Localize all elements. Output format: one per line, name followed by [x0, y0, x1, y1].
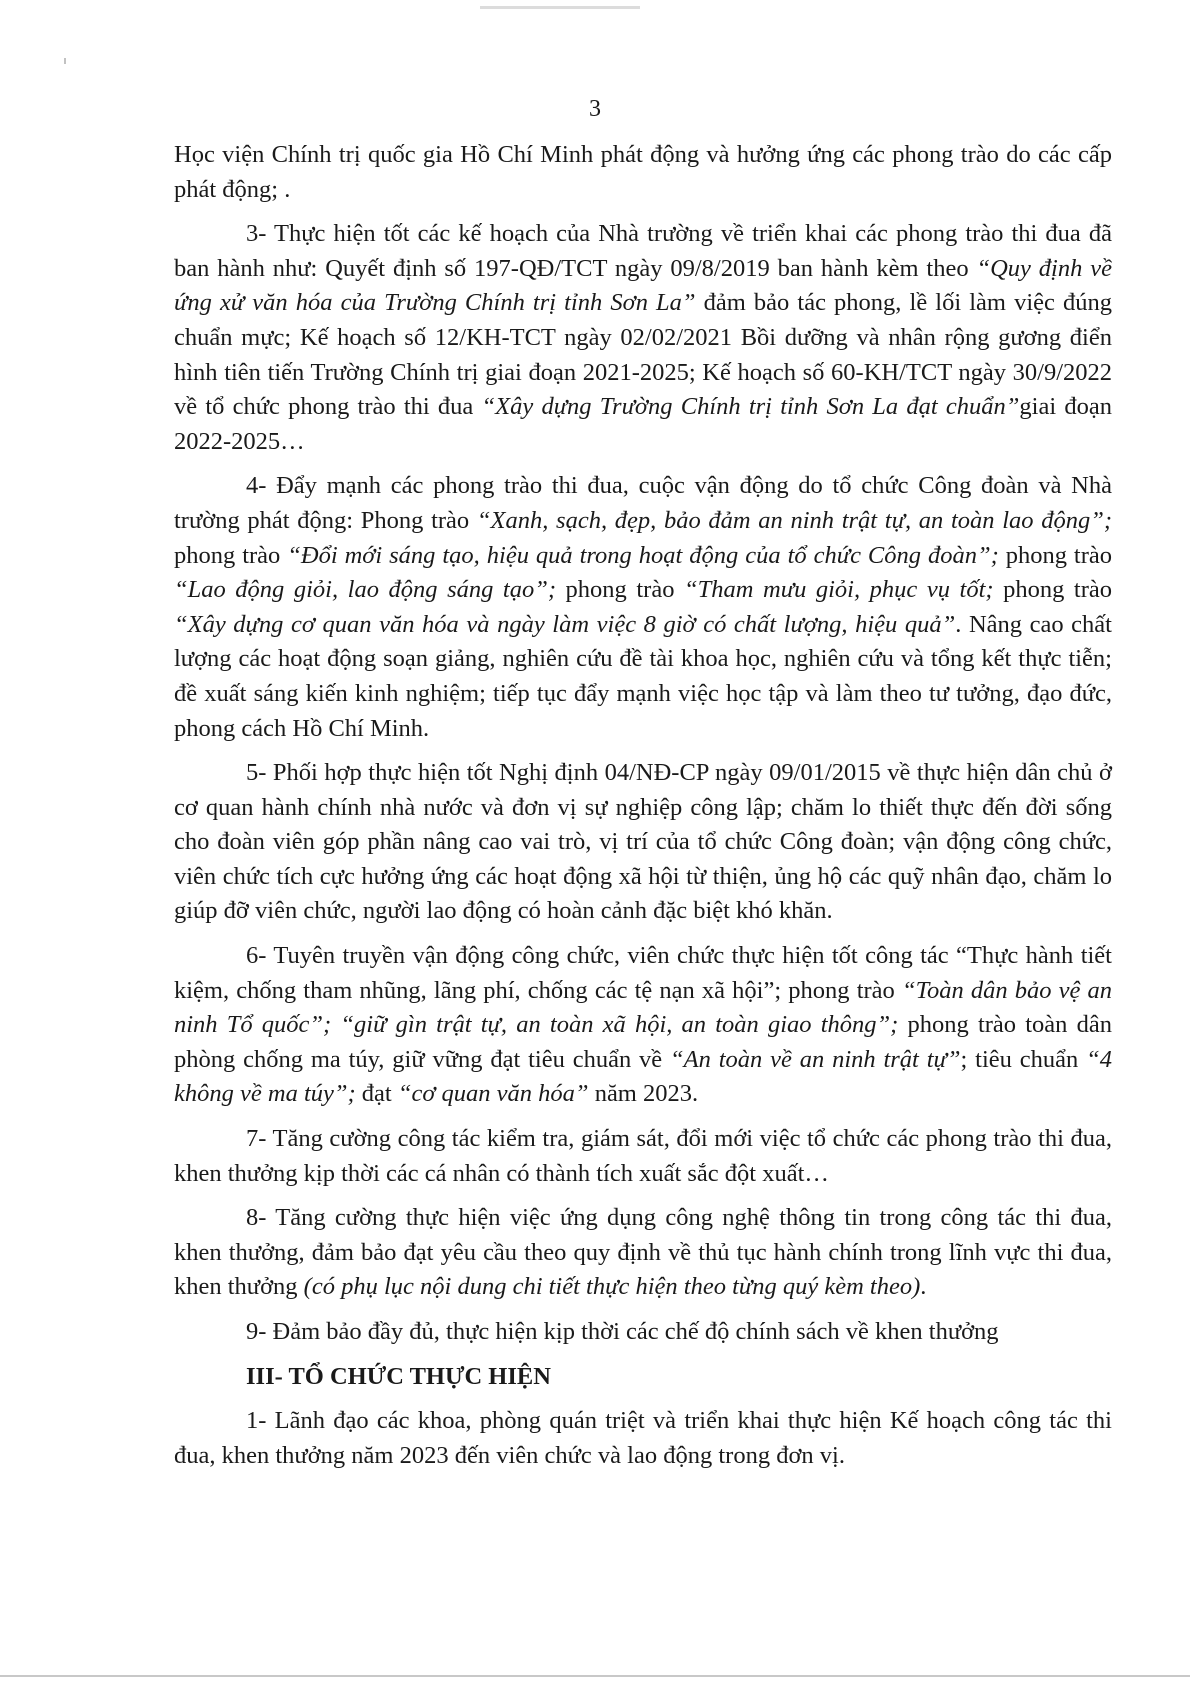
- scan-mark-left: [64, 58, 66, 64]
- paragraph-section-3-item-1: 1- Lãnh đạo các khoa, phòng quán triệt và triển khai thực hiện Kế hoạch công tác thi đua, khen thưởng năm 2023 đến viên chức và lao động trong đơn vị.: [174, 1407, 1112, 1469]
- paragraph-item-8: 8- Tăng cường thực hiện việc ứng dụng công nghệ thông tin trong công tác thi đua, khen thưởng, đảm bảo đạt yêu cầu theo quy định về thủ tục hành chính trong lĩnh vực thi đua, khen thưởng (có phụ lục nội dung chi tiết thực hiện theo từng quý kèm theo).: [174, 1204, 1112, 1301]
- paragraph-item-3: 3- Thực hiện tốt các kế hoạch của Nhà trường về triển khai các phong trào thi đua đã ban hành như: Quyết định số 197-QĐ/TCT ngày 09/8/2019 ban hành kèm theo “Quy định về ứng xử văn hóa của Trường Chính trị tỉnh Sơn La” đảm bảo tác phong, lề lối làm việc đúng chuẩn mực; Kế hoạch số 12/KH-TCT ngày 02/02/2021 Bồi dưỡng và nhân rộng gương điển hình tiên tiến Trường Chính trị giai đoạn 2021-2025; Kế hoạch số 60-KH/TCT ngày 30/9/2022 về tổ chức phong trào thi đua “Xây dựng Trường Chính trị tỉnh Sơn La đạt chuẩn”giai đoạn 2022-2025…: [174, 220, 1112, 455]
- page-number: 3: [589, 96, 601, 122]
- paragraph-item-5: 5- Phối hợp thực hiện tốt Nghị định 04/NĐ-CP ngày 09/01/2015 về thực hiện dân chủ ở cơ quan hành chính nhà nước và đơn vị sự nghiệp công lập; chăm lo thiết thực đến đời sống cho đoàn viên góp phần nâng cao vai trò, vị trí của tổ chức Công đoàn; vận động công chức, viên chức tích cực hưởng ứng các hoạt động xã hội từ thiện, ủng hộ các quỹ nhân đạo, chăm lo giúp đỡ viên chức, người lao động có hoàn cảnh đặc biệt khó khăn.: [174, 759, 1112, 925]
- paragraph-item-9: 9- Đảm bảo đầy đủ, thực hiện kịp thời các chế độ chính sách về khen thưởng: [246, 1318, 999, 1345]
- scan-mark-top: [480, 6, 640, 9]
- paragraph-item-4: 4- Đẩy mạnh các phong trào thi đua, cuộc vận động do tổ chức Công đoàn và Nhà trường phát động: Phong trào “Xanh, sạch, đẹp, bảo đảm an ninh trật tự, an toàn lao động”; phong trào “Đổi mới sáng tạo, hiệu quả trong hoạt động của tổ chức Công đoàn”; phong trào “Lao động giỏi, lao động sáng tạo”; phong trào “Tham mưu giỏi, phục vụ tốt; phong trào “Xây dựng cơ quan văn hóa và ngày làm việc 8 giờ có chất lượng, hiệu quả”. Nâng cao chất lượng các hoạt động soạn giảng, nghiên cứu đề tài khoa học, nghiên cứu và tổng kết thực tiễn; đề xuất sáng kiến kinh nghiệm; tiếp tục đẩy mạnh việc học tập và làm theo tư tưởng, đạo đức, phong cách Hồ Chí Minh.: [174, 472, 1113, 742]
- document-body: [174, 138, 1112, 1483]
- paragraph-continuation: Học viện Chính trị quốc gia Hồ Chí Minh phát động và hưởng ứng các phong trào do các cấp phát động; .: [174, 141, 1112, 203]
- paragraph-item-6: 6- Tuyên truyền vận động công chức, viên chức thực hiện tốt công tác “Thực hành tiết kiệm, chống tham nhũng, lãng phí, chống các tệ nạn xã hội”; phong trào “Toàn dân bảo vệ an ninh Tổ quốc”; “giữ gìn trật tự, an toàn xã hội, an toàn giao thông”; phong trào toàn dân phòng chống ma túy, giữ vững đạt tiêu chuẩn về “An toàn về an ninh trật tự”; tiêu chuẩn “4 không về ma túy”; đạt “cơ quan văn hóa” năm 2023.: [174, 942, 1112, 1108]
- scan-edge: [0, 1675, 1190, 1677]
- paragraph-item-7: 7- Tăng cường công tác kiểm tra, giám sát, đổi mới việc tổ chức các phong trào thi đua, khen thưởng kịp thời các cá nhân có thành tích xuất sắc đột xuất…: [174, 1125, 1112, 1187]
- section-heading: III- TỔ CHỨC THỰC HIỆN: [246, 1362, 551, 1390]
